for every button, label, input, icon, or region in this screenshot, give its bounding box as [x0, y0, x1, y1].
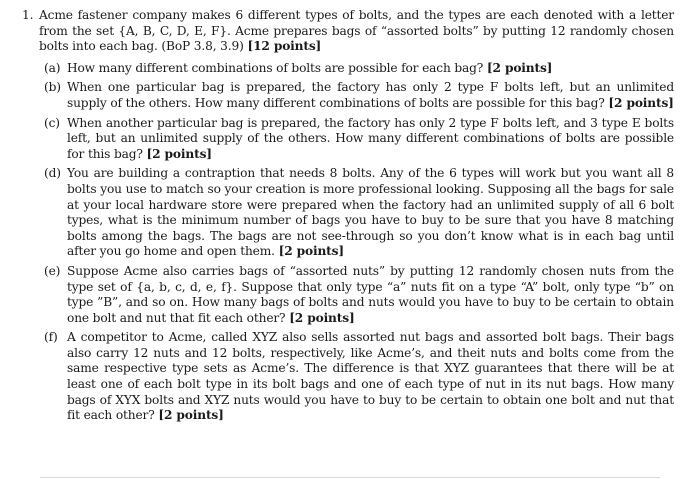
subpart-text: Suppose Acme also carries bags of “assorted nuts” by putting 12 randomly chosen nuts from the type set of {a, b, c, d, e, f}. Suppose that only type “a” nuts fit on a type “A” bolt, only type “b” on type ”B”, and so on. How many bags of bolts and nuts would you have to buy to be certain to obtain one bolt and nut that fit each other? [67, 263, 674, 325]
subpart-points: [2 points] [486, 60, 553, 75]
problem-text: Acme fastener company makes 6 different types of bolts, and the types are each denoted with a letter from the set {A, B, C, D, E, F}. Acme prepares bags of “assorted bolts” by putting 12 randomly chosen bolts into each bag. (BoP 3.8, 3.9) [39, 8, 674, 54]
problem-statement [22, 8, 674, 55]
problem-number: 1. [22, 8, 34, 22]
subpart-points: [2 points] [158, 408, 224, 423]
subpart-text: How many different combinations of bolts are possible for each bag? [67, 60, 484, 75]
subpart-body [67, 61, 674, 77]
problem-points: [12 points] [247, 39, 322, 54]
subpart-label: (e) [44, 263, 61, 278]
subpart-body [67, 80, 674, 111]
subpart-text: A competitor to Acme, called XYZ also sells assorted nut bags and assorted bolt bags. Their bags also carry 12 nuts and 12 bolts, respectively, like Acme’s, and theit nuts and bolts come from the same respective type sets as Acme’s. The difference is that XYZ guarantees that there will be at least one of each bolt type in its bolt bags and one of each type of nut in its nut bags. How many bags of XYX bolts and XYZ nuts would you have to buy to be certain to obtain one bolt and nut that fit each other? [67, 330, 674, 423]
subpart-a [44, 61, 674, 77]
subpart-e [44, 264, 674, 326]
subpart-points: [2 points] [608, 95, 674, 110]
subpart-body [67, 166, 674, 260]
subpart-b [44, 80, 674, 111]
subpart-body [67, 330, 674, 424]
subpart-text: When another particular bag is prepared, the factory has only 2 type F bolts left, and 3 type E bolts left, but an unlimited supply of the others. How many different combinations of bolts are possible for this bag? [67, 115, 674, 161]
subpart-points: [2 points] [289, 310, 355, 325]
subpart-text: You are building a contraption that needs 8 bolts. Any of the 6 types will work but you want all 8 bolts you use to match so your creation is more professional looking. Supposing all the bags for sale at your local hardware store were prepared when the factory had an unlimited supply of all 6 bolt types, what is the minimum number of bags you have to buy to be sure that you have 8 matching bolts among the bags. The bags are not see-through so you don’t know what is in each bag until after you go home and open them. [67, 166, 674, 259]
subpart-text: When one particular bag is prepared, the factory has only 2 type F bolts left, but an unlimited supply of the others. How many different combinations of bolts are possible for this bag? [67, 80, 674, 110]
subpart-label: (d) [44, 166, 61, 181]
subpart-label: (b) [44, 80, 61, 95]
subpart-label: (c) [44, 115, 60, 130]
subpart-points: [2 points] [278, 244, 344, 259]
subpart-body [67, 264, 674, 326]
subpart-f [44, 330, 674, 424]
subpart-d [44, 166, 674, 260]
problem-body [39, 8, 674, 55]
subpart-label: (a) [44, 60, 61, 75]
subpart-points: [2 points] [146, 146, 212, 161]
subpart-c [44, 116, 674, 163]
subpart-label: (f) [44, 330, 58, 345]
subparts-list [22, 61, 674, 424]
subpart-body [67, 116, 674, 163]
page-bottom-divider [40, 477, 660, 478]
